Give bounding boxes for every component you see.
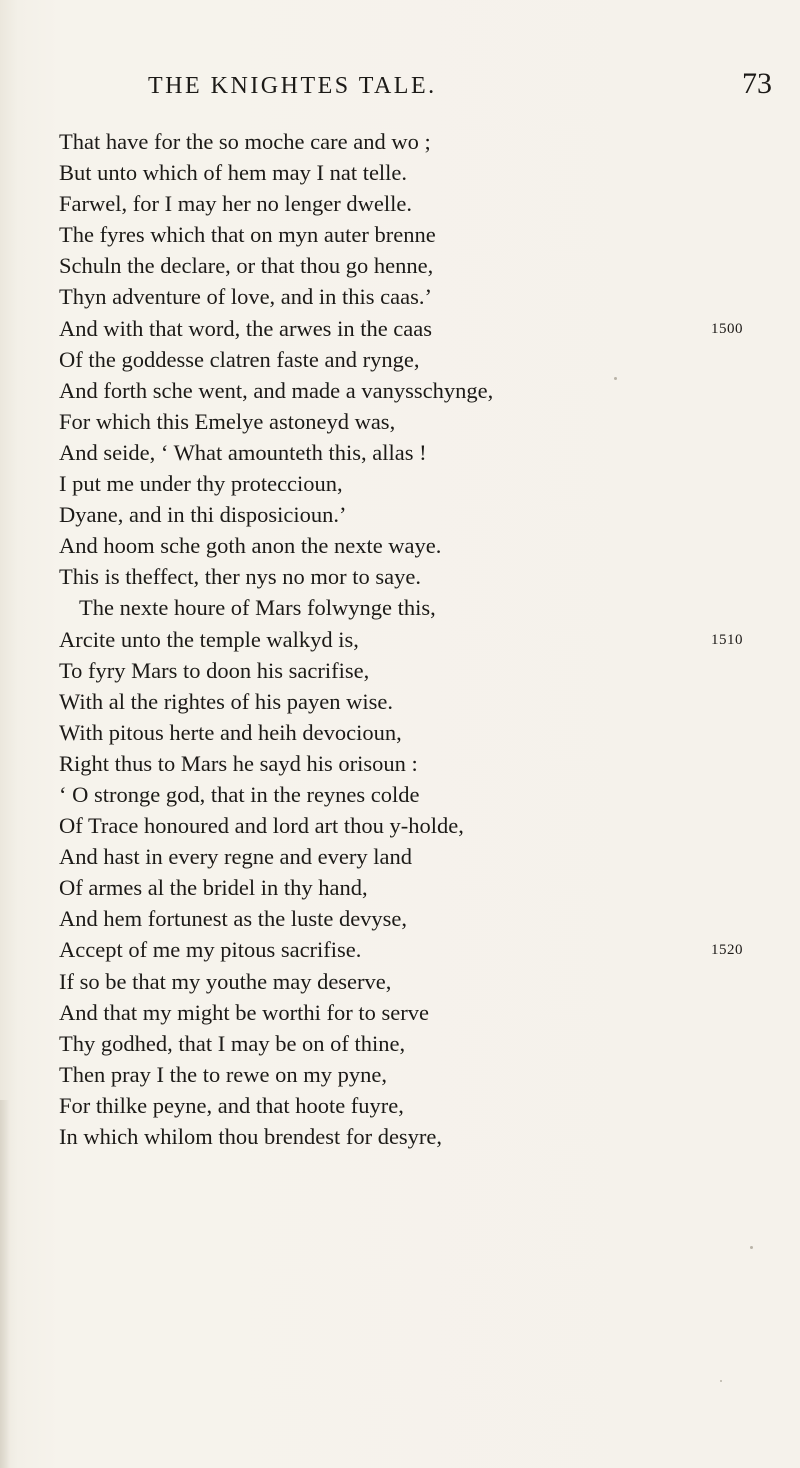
page-gutter-shadow [0,1100,10,1468]
poem-line-text: And with that word, the arwes in the caas [59,315,433,341]
poem-line [59,624,789,655]
poem-line-text: Right thus to Mars he sayd his orisoun : [59,750,418,776]
poem-line [59,437,789,468]
poem-line-text: With al the rightes of his payen wise. [59,688,394,714]
poem-line-text: Schuln the declare, or that thou go henne, [59,253,434,279]
poem-line [59,810,789,841]
poem-line [59,779,789,810]
poem-line [59,281,789,312]
poem-line-text: This is theffect, ther nys no mor to saye. [59,564,422,590]
poem-line-text: For which this Emelye astoneyd was, [59,408,396,434]
line-number: 1510 [711,631,743,648]
poem-line [59,686,789,717]
poem-line [59,966,789,997]
poem-line-text: If so be that my youthe may deserve, [59,968,392,994]
poem-line-text: Of the goddesse clatren faste and rynge, [59,346,420,372]
poem-line-text: Thy godhed, that I may be on of thine, [59,1030,406,1056]
poem-line-text: Dyane, and in thi disposicioun.’ [59,502,347,528]
poem-line [59,530,789,561]
poem-line-text: That have for the so moche care and wo ; [59,129,431,154]
paper-speck [750,1246,753,1249]
poem-line-text: And that my might be worthi for to serve [59,999,429,1025]
poem-line [59,1059,789,1090]
poem-line-text: To fyry Mars to doon his sacrifise, [59,657,370,683]
poem-line [59,1090,789,1121]
poem-line [59,934,789,965]
poem-line-text: In which whilom thou brendest for desyre, [59,1124,443,1149]
poem-line [59,1028,789,1059]
poem-line [59,313,789,344]
line-number: 1500 [711,320,743,337]
poem-line [59,344,789,375]
poem-line [59,126,789,157]
poem-line [59,592,789,623]
poem-line [59,655,789,686]
poem-line [59,997,789,1028]
poem-line [59,748,789,779]
poem-line-text: With pitous herte and heih devocioun, [59,719,402,745]
poem-line [59,872,789,903]
page-number: 73 [742,67,772,100]
poem-line-text: The nexte houre of Mars folwynge this, [79,595,436,621]
poem-line [59,717,789,748]
poem-line [59,561,789,592]
poem-line [59,499,789,530]
paper-speck [720,1380,722,1382]
poem-line-text: ‘ O stronge god, that in the reynes colde [59,781,420,807]
poem-line [59,903,789,934]
poem-line-text: Thyn adventure of love, and in this caas.’ [59,284,433,310]
poem-line-text: Of Trace honoured and lord art thou y-holde, [59,813,464,839]
poem-line [59,188,789,219]
poem-line-text: And hoom sche goth anon the nexte waye. [59,533,442,559]
running-title: THE KNIGHTES TALE. [148,73,437,99]
poem-line-text: And seide, ‘ What amounteth this, allas ! [59,439,427,465]
poem-line [59,375,789,406]
poem-line-text: Arcite unto the temple walkyd is, [59,626,359,652]
poem-line [59,157,789,188]
poem-line-text: Farwel, for I may her no lenger dwelle. [59,191,412,217]
poem-line [59,406,789,437]
poem-line-text: The fyres which that on myn auter brenne [59,222,436,248]
poem-line [59,219,789,250]
poem-line-text: Of armes al the bridel in thy hand, [59,875,368,901]
page-header [0,66,800,106]
poem-line-text: And hast in every regne and every land [59,844,412,870]
poem-line [59,1121,789,1152]
poem-line-text: For thilke peyne, and that hoote fuyre, [59,1092,404,1118]
poem-line [59,468,789,499]
poem-line-text: Then pray I the to rewe on my pyne, [59,1061,388,1087]
poem-line-text: Accept of me my pitous sacrifise. [59,937,362,963]
poem-line-text: I put me under thy proteccioun, [59,471,343,497]
poem-text [59,126,789,1152]
poem-line [59,841,789,872]
poem-line-text: But unto which of hem may I nat telle. [59,160,408,186]
poem-line-text: And forth sche went, and made a vanysschynge, [59,377,494,403]
poem-line [59,250,789,281]
line-number: 1520 [711,942,743,959]
poem-line-text: And hem fortunest as the luste devyse, [59,906,408,932]
paper-speck [614,377,617,380]
